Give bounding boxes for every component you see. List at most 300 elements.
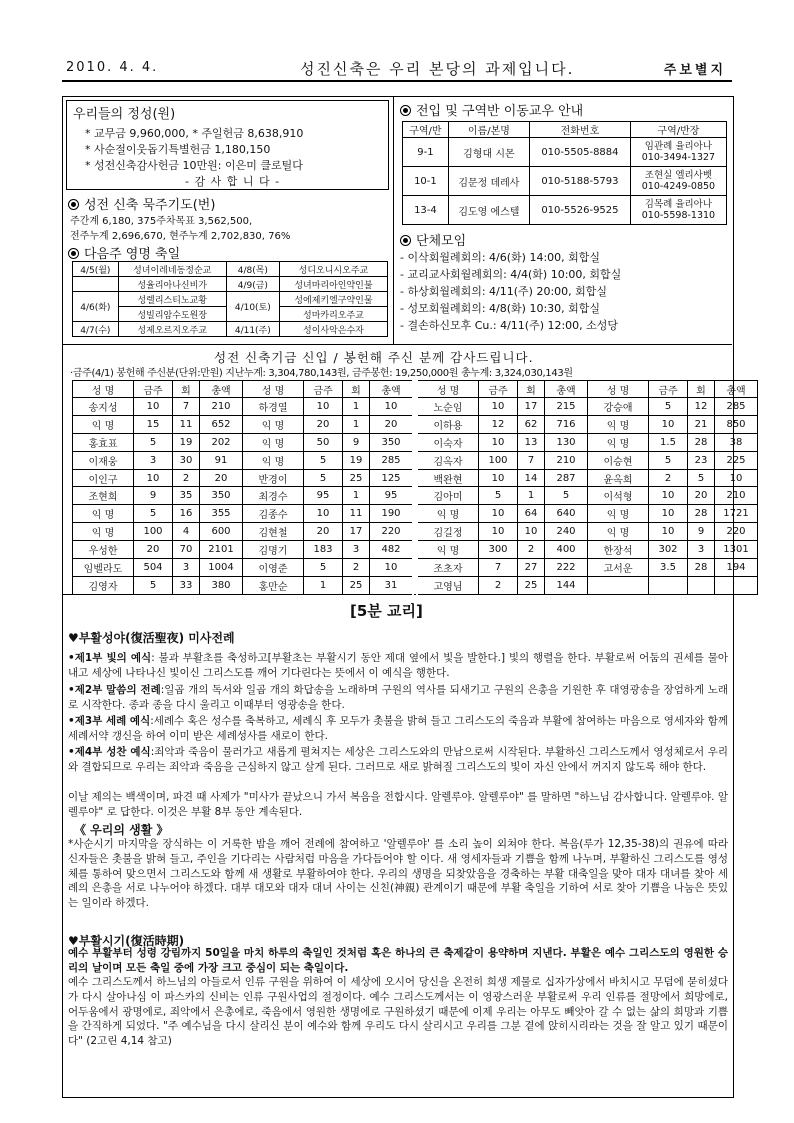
donor-name-cell: 익 명 [243, 451, 304, 469]
count-cell: 3 [688, 541, 715, 559]
count-cell: 7 [173, 398, 200, 416]
leader-name: 김목례 율리아나 [644, 199, 713, 210]
donor-name-cell: 이석형 [588, 487, 649, 505]
count-cell: 17 [343, 523, 370, 541]
total-amount-cell: 220 [370, 523, 416, 541]
donor-name-cell: 최경수 [243, 487, 304, 505]
count-cell [688, 576, 715, 594]
count-cell: 10 [518, 523, 545, 541]
lesson-heading: ♥부활시기(復活時期) [68, 934, 185, 948]
donor-name-cell: 김옥자 [415, 451, 479, 469]
weekly-amount-cell: 1 [304, 576, 343, 594]
weekly-amount-cell: 1.5 [649, 433, 688, 451]
weekly-amount-cell: 10 [649, 487, 688, 505]
feasts-title: 다음주 영명 축일 [84, 247, 181, 262]
total-amount-cell: 287 [545, 469, 588, 487]
lesson-paragraph [68, 714, 728, 744]
total-amount-cell: 1004 [200, 559, 243, 577]
col-header: 총액 [545, 381, 588, 398]
leader-cell [630, 196, 726, 225]
offering-box [66, 100, 389, 190]
bullet-icon [400, 105, 411, 116]
count-cell: 21 [688, 415, 715, 433]
total-amount-cell: 91 [200, 451, 243, 469]
new-members-title: 전입 및 구역반 이동교우 안내 [416, 104, 584, 119]
feast-name: 성율리아나신비가 [118, 277, 226, 292]
col-header: 금주 [649, 381, 688, 398]
count-cell: 2 [518, 541, 545, 559]
donation-row [73, 505, 758, 523]
weekly-amount-cell: 12 [479, 415, 518, 433]
weekly-amount-cell: 5 [649, 451, 688, 469]
donation-row [73, 469, 758, 487]
meeting-item: - 이삭회월례회의: 4/6(화) 14:00, 회합실 [400, 251, 601, 264]
count-cell: 3 [173, 559, 200, 577]
lesson-paragraph: *사순시기 마지막을 장식하는 이 거룩한 밤을 깨어 전례에 참여하고 '알렐루야' 를 소리 높이 외쳐야 한다. 복음(루가 12,35-38)의 권유에 따라 신자들은 촛불을 밝혀 들고, 주인을 기다리는 사람처럼 마음을 가다듬어야 할 이다. 새 영세자들과 기쁨을 함께 나누며, 부활하신 그리스도를 영성체를 통하여 맞으면서 그리스도와 함께 새 생활로 부활하여야 한다. 우리의 생명을 되찾았음을 경축하는 부활 대축일을 맞아 대자 대녀를 찾아 세례의 은총을 서로 나누어야 하겠다. 대부 대모와 대자 대녀 사이는 신친(神親) 관계이기 때문에 부활 축일을 기하여 서로 찾아 기쁨을 나눔은 뜻있는 일이라 하겠다. [68, 838, 728, 910]
weekly-amount-cell: 2 [479, 576, 518, 594]
feast-name: 성빌리암수도원장 [118, 307, 226, 322]
count-cell: 20 [688, 487, 715, 505]
count-cell: 19 [343, 451, 370, 469]
zone-cell: 13-4 [403, 196, 449, 225]
meeting-item: - 하상회월례회의: 4/11(주) 20:00, 회합실 [400, 285, 608, 298]
total-amount-cell: 285 [715, 398, 758, 416]
name-cell: 김문정 데레사 [448, 167, 529, 196]
col-header: 금주 [304, 381, 343, 398]
total-amount-cell: 5 [545, 487, 588, 505]
donor-name-cell: 김종수 [243, 505, 304, 523]
col-header: 이름/본명 [448, 122, 529, 138]
count-cell: 1 [343, 487, 370, 505]
count-cell: 11 [173, 415, 200, 433]
lesson-label: •제4부 성찬 예식 [68, 746, 151, 758]
leader-phone: 010-5598-1310 [641, 210, 716, 221]
lesson-paragraph: 이날 제의는 백색이며, 파견 때 사제가 "미사가 끝났으니 가서 복음을 전합시다. 알렐루야. 알렐루야" 를 말하면 "하느님 감사합니다. 알렐루야. 알렐루야" 로 답한다. 이것은 부활 8부 동안 계속된다. [68, 791, 728, 818]
donor-name-cell: 한장석 [588, 541, 649, 559]
rosary-line: 전주누계 2,696,670, 현주누계 2,702,830, 76% [70, 231, 291, 242]
col-header: 금주 [134, 381, 173, 398]
feast-date: 4/8(목) [226, 262, 279, 277]
donor-name-cell: 익 명 [73, 523, 134, 541]
total-amount-cell: 190 [370, 505, 416, 523]
donor-name-cell: 홍만순 [243, 576, 304, 594]
count-cell: 5 [688, 469, 715, 487]
donor-name-cell: 하경열 [243, 398, 304, 416]
count-cell: 7 [518, 451, 545, 469]
total-amount-cell: 202 [200, 433, 243, 451]
feast-name: 성에제키엘구약인물 [279, 292, 387, 307]
feasts-table [72, 261, 388, 337]
total-amount-cell: 215 [545, 398, 588, 416]
donor-name-cell [588, 576, 649, 594]
total-amount-cell: 350 [370, 433, 416, 451]
weekly-amount-cell: 10 [649, 523, 688, 541]
donor-name-cell: 홍효표 [73, 433, 134, 451]
weekly-amount-cell: 20 [134, 541, 173, 559]
count-cell: 17 [518, 398, 545, 416]
donation-row [73, 415, 758, 433]
bullet-icon [68, 199, 79, 210]
total-amount-cell: 640 [545, 505, 588, 523]
count-cell: 30 [173, 451, 200, 469]
count-cell: 2 [173, 469, 200, 487]
col-header: 총액 [200, 381, 243, 398]
lesson-subheading: 《 우리의 생활 》 [74, 823, 169, 837]
total-amount-cell: 10 [370, 398, 416, 416]
total-amount-cell: 125 [370, 469, 416, 487]
donor-name-cell: 조현희 [73, 487, 134, 505]
donation-row [73, 576, 758, 594]
col-header: 성 명 [73, 381, 134, 398]
donor-name-cell: 강승애 [588, 398, 649, 416]
weekly-amount-cell: 5 [134, 576, 173, 594]
section-divider-top [62, 344, 732, 345]
col-header: 회 [518, 381, 545, 398]
total-amount-cell: 652 [200, 415, 243, 433]
weekly-amount-cell: 5 [649, 398, 688, 416]
lesson-paragraph [68, 683, 728, 713]
weekly-amount-cell: 5 [304, 451, 343, 469]
column-divider [393, 96, 394, 344]
weekly-amount-cell: 20 [304, 523, 343, 541]
offering-thanks: - 감 사 합 니 다 - [185, 175, 281, 188]
weekly-amount-cell: 10 [479, 433, 518, 451]
feast-name: 성녀마리아인약인불 [279, 277, 387, 292]
lesson-label: •제1부 빛의 예식 [68, 652, 152, 664]
phone-cell: 010-5526-9525 [529, 196, 630, 225]
weekly-amount-cell: 50 [304, 433, 343, 451]
weekly-amount-cell: 95 [304, 487, 343, 505]
count-cell: 64 [518, 505, 545, 523]
offering-title: 우리들의 정성(원) [73, 107, 176, 122]
donor-name-cell: 고영님 [415, 576, 479, 594]
lesson-heading: ♥부활성야(復活聖夜) 미사전례 [68, 631, 235, 645]
count-cell: 19 [173, 433, 200, 451]
donation-table-wrap [72, 380, 758, 595]
count-cell: 4 [173, 523, 200, 541]
meetings-title-row [400, 230, 466, 249]
weekly-amount-cell: 5 [134, 505, 173, 523]
lesson-text: :일곱 개의 독서와 일곱 개의 화답송을 노래하며 구원의 역사를 되새기고 구원의 은총을 기원한 후 대영광송을 장엄하게 노래로 시작한다. 종과 종을 다시 울리고 이때부터 영광송을 한다. [68, 684, 728, 711]
lesson-text: : 불과 부활초를 축성하고[부활초는 부활시기 동안 제대 옆에서 빛을 발한다.] 빛의 행렬을 한다. 부활로써 어둠의 권세를 물아내고 세상에 나타나신 빛이신 그리스도를 깨어 기다린다는 뜻에서 이 예식을 행한다. [68, 652, 728, 679]
total-amount-cell: 10 [370, 559, 416, 577]
weekly-amount-cell: 10 [304, 398, 343, 416]
feast-name: 성렐리스티노교황 [118, 292, 226, 307]
donor-name-cell: 익 명 [415, 541, 479, 559]
feast-date [73, 277, 119, 292]
count-cell: 28 [688, 433, 715, 451]
donation-row [73, 541, 758, 559]
col-header: 구역/반 [403, 122, 449, 138]
donor-name-cell: 익 명 [588, 505, 649, 523]
count-cell: 62 [518, 415, 545, 433]
total-amount-cell: 850 [715, 415, 758, 433]
total-amount-cell: 1721 [715, 505, 758, 523]
total-amount-cell: 20 [200, 469, 243, 487]
donation-row [73, 398, 758, 416]
total-amount-cell: 355 [200, 505, 243, 523]
weekly-amount-cell: 10 [479, 523, 518, 541]
page-header [62, 58, 732, 82]
leader-name: 임관례 율리아나 [644, 141, 713, 152]
total-amount-cell: 600 [200, 523, 243, 541]
bulletin-supplement-label: 주보별지 [663, 63, 726, 78]
bulletin-date: 2010. 4. 4. [66, 60, 159, 75]
weekly-amount-cell: 183 [304, 541, 343, 559]
weekly-amount-cell: 10 [479, 505, 518, 523]
donor-name-cell: 이영준 [243, 559, 304, 577]
weekly-amount-cell: 10 [134, 398, 173, 416]
col-header: 총액 [370, 381, 416, 398]
feast-date: 4/10(토) [226, 292, 279, 322]
donor-name-cell: 익 명 [588, 433, 649, 451]
meetings-title: 단체모임 [416, 234, 467, 249]
donation-row [73, 523, 758, 541]
count-cell: 16 [173, 505, 200, 523]
col-header: 성 명 [415, 381, 479, 398]
col-header: 전화번호 [529, 122, 630, 138]
donor-name-cell: 익 명 [243, 415, 304, 433]
offering-line: * 성전신축감사헌금 10만원: 이은미 클로틸다 [85, 159, 303, 172]
count-cell: 12 [688, 398, 715, 416]
lesson-text: :세례수 혹은 성수를 축복하고, 세례식 후 모두가 촛불을 밝혀 들고 그리스도의 죽음과 부활에 참여하는 마음으로 영세자와 함께 세례서약 갱신을 하여 이미 받은 세례성사를 새로이 한다. [68, 715, 728, 742]
rosary-title-row [68, 194, 215, 213]
feast-name: 성녀이레네동정순교 [118, 262, 226, 277]
weekly-amount-cell: 3 [134, 451, 173, 469]
count-cell: 23 [688, 451, 715, 469]
feasts-title-row [68, 243, 180, 262]
lesson-title: [5분 교리] [350, 602, 423, 620]
count-cell: 70 [173, 541, 200, 559]
count-cell: 25 [343, 576, 370, 594]
donation-header-row [73, 381, 758, 398]
offering-line: * 사순절이웃돕기특별헌금 1,180,150 [85, 143, 271, 156]
total-amount-cell: 482 [370, 541, 416, 559]
col-header: 회 [173, 381, 200, 398]
donor-name-cell: 백완현 [415, 469, 479, 487]
zone-cell: 10-1 [403, 167, 449, 196]
donor-name-cell: 임벨라도 [73, 559, 134, 577]
total-amount-cell: 225 [715, 451, 758, 469]
weekly-amount-cell [649, 576, 688, 594]
total-amount-cell: 31 [370, 576, 416, 594]
feast-date: 4/11(주) [226, 322, 279, 337]
donation-title: 성전 신축기금 신입 / 봉헌해 주신 분께 감사드립니다. [214, 350, 534, 365]
count-cell: 9 [688, 523, 715, 541]
donation-row [73, 433, 758, 451]
count-cell: 11 [343, 505, 370, 523]
lesson-text: :죄악과 죽음이 물러가고 새롭게 펼쳐지는 세상은 그리스도와의 만남으로써 시작된다. 부활하신 그리스도께서 영성체로서 우리와 결합되므로 우리는 죄악과 죽음을 근심하지 않고 살게 된다. 그러므로 새로 밝혀질 그리스도의 빛이 자신 안에서 꺼지지 않도록 해야 한다. [68, 746, 728, 773]
donor-name-cell: 이숙자 [415, 433, 479, 451]
total-amount-cell: 210 [545, 451, 588, 469]
col-header: 회 [343, 381, 370, 398]
count-cell: 1 [343, 415, 370, 433]
total-amount-cell: 38 [715, 433, 758, 451]
new-members-title-row [400, 100, 583, 119]
total-amount-cell: 400 [545, 541, 588, 559]
weekly-amount-cell: 9 [134, 487, 173, 505]
donor-name-cell: 이재웅 [73, 451, 134, 469]
total-amount-cell: 240 [545, 523, 588, 541]
col-header: 성 명 [588, 381, 649, 398]
count-cell: 27 [518, 559, 545, 577]
weekly-amount-cell: 3.5 [649, 559, 688, 577]
rosary-line: 주간계 6,180, 375주차목표 3,562,500, [70, 216, 253, 227]
count-cell: 28 [688, 505, 715, 523]
donor-name-cell: 송지성 [73, 398, 134, 416]
col-header: 총액 [715, 381, 758, 398]
leader-name: 조현실 엘리사벳 [644, 170, 713, 181]
rosary-title: 성전 신축 묵주기도(번) [84, 198, 216, 213]
weekly-amount-cell: 20 [304, 415, 343, 433]
donor-name-cell: 익 명 [588, 415, 649, 433]
total-amount-cell: 285 [370, 451, 416, 469]
feast-name: 성디오니시오주교 [279, 262, 387, 277]
lesson-label: •제3부 세례 예식 [68, 715, 151, 727]
donor-name-cell: 우성한 [73, 541, 134, 559]
donor-name-cell: 김명기 [243, 541, 304, 559]
weekly-amount-cell: 15 [134, 415, 173, 433]
count-cell: 25 [518, 576, 545, 594]
feast-name: 성이사악은수자 [279, 322, 387, 337]
col-header: 금주 [479, 381, 518, 398]
donor-name-cell: 익 명 [73, 415, 134, 433]
count-cell: 33 [173, 576, 200, 594]
count-cell: 25 [343, 469, 370, 487]
weekly-amount-cell: 5 [134, 433, 173, 451]
offering-line: * 교무금 9,960,000, * 주일헌금 8,638,910 [85, 127, 304, 140]
meeting-item: - 결손하신모후 Cu.: 4/11(주) 12:00, 소성당 [400, 319, 619, 332]
weekly-amount-cell: 5 [479, 487, 518, 505]
donor-name-cell: 이인구 [73, 469, 134, 487]
count-cell: 28 [688, 559, 715, 577]
total-amount-cell: 130 [545, 433, 588, 451]
total-amount-cell: 10 [715, 469, 758, 487]
name-cell: 김도영 에스텔 [448, 196, 529, 225]
total-amount-cell: 1301 [715, 541, 758, 559]
count-cell: 13 [518, 433, 545, 451]
total-amount-cell: 144 [545, 576, 588, 594]
donor-name-cell: 고서운 [588, 559, 649, 577]
donor-name-cell: 윤옥희 [588, 469, 649, 487]
donor-name-cell: 이승현 [588, 451, 649, 469]
feast-date: 4/9(금) [226, 277, 279, 292]
total-amount-cell: 210 [200, 398, 243, 416]
donor-name-cell: 이하용 [415, 415, 479, 433]
weekly-amount-cell: 10 [479, 398, 518, 416]
feast-date: 4/6(화) [73, 292, 119, 322]
donor-name-cell: 김현철 [243, 523, 304, 541]
total-amount-cell: 95 [370, 487, 416, 505]
count-cell: 14 [518, 469, 545, 487]
count-cell: 1 [518, 487, 545, 505]
meeting-item: - 교리교사회월례회의: 4/4(화) 10:00, 회합실 [400, 268, 622, 281]
weekly-amount-cell: 100 [479, 451, 518, 469]
col-header: 회 [688, 381, 715, 398]
donor-name-cell: 조초자 [415, 559, 479, 577]
weekly-amount-cell: 5 [304, 469, 343, 487]
total-amount-cell: 222 [545, 559, 588, 577]
feast-date: 4/5(월) [73, 262, 119, 277]
total-amount-cell: 2101 [200, 541, 243, 559]
donation-subtitle: ·금주(4/1) 봉헌해 주신분(단위:만원) 지난누계: 3,304,780,143원, 금주봉헌: 19,250,000원 총누계: 3,324,030,143원 [70, 368, 573, 379]
weekly-amount-cell: 504 [134, 559, 173, 577]
total-amount-cell: 210 [715, 487, 758, 505]
phone-cell: 010-5188-5793 [529, 167, 630, 196]
donor-name-cell: 익 명 [73, 505, 134, 523]
count-cell: 9 [343, 433, 370, 451]
leader-cell [630, 138, 726, 167]
donation-row [73, 487, 758, 505]
donor-name-cell: 익 명 [588, 523, 649, 541]
zone-cell: 9-1 [403, 138, 449, 167]
weekly-amount-cell: 302 [649, 541, 688, 559]
leader-phone: 010-4249-0850 [641, 181, 716, 192]
col-header: 성 명 [243, 381, 304, 398]
donation-table [72, 380, 758, 595]
lesson-label: •제2부 말씀의 전례 [68, 684, 161, 696]
leader-cell [630, 167, 726, 196]
donation-row [73, 559, 758, 577]
weekly-amount-cell: 2 [649, 469, 688, 487]
donor-name-cell: 익 명 [415, 505, 479, 523]
count-cell: 35 [173, 487, 200, 505]
feast-date: 4/7(수) [73, 322, 119, 337]
phone-cell: 010-5505-8884 [529, 138, 630, 167]
donor-name-cell: 노순임 [415, 398, 479, 416]
col-header: 구역/반장 [630, 122, 726, 138]
new-members-table [402, 121, 727, 225]
weekly-amount-cell: 100 [134, 523, 173, 541]
donation-row [73, 451, 758, 469]
meeting-item: - 성모회월례회의: 4/8(화) 10:30, 회합실 [400, 302, 601, 315]
weekly-amount-cell: 5 [304, 559, 343, 577]
total-amount-cell: 716 [545, 415, 588, 433]
lesson-paragraph: 예수 부활부터 성령 강림까지 50일을 마치 하루의 축일인 것처럼 혹은 하나의 큰 축제같이 용약하며 지낸다. 부활은 예수 그리스도의 영원한 승리의 날이며 모든 축일 중에 가장 크고 중심이 되는 축일이다. [68, 947, 728, 974]
donor-name-cell: 반경이 [243, 469, 304, 487]
weekly-amount-cell: 7 [479, 559, 518, 577]
weekly-amount-cell: 10 [134, 469, 173, 487]
bullet-icon [68, 248, 79, 259]
feast-name: 성마카리오주교 [279, 307, 387, 322]
leader-phone: 010-3494-1327 [641, 152, 716, 163]
count-cell: 1 [343, 398, 370, 416]
total-amount-cell: 380 [200, 576, 243, 594]
feast-name: 성제오르지오주교 [118, 322, 226, 337]
total-amount-cell: 220 [715, 523, 758, 541]
donor-name-cell: 익 명 [243, 433, 304, 451]
donor-name-cell: 김영자 [73, 576, 134, 594]
donor-name-cell: 김길정 [415, 523, 479, 541]
weekly-amount-cell: 300 [479, 541, 518, 559]
lesson-paragraph: 예수 그리스도께서 하느님의 아들로서 인류 구원을 위하여 이 세상에 오시어 당신을 온전히 희생 제물로 십자가상에서 바치시고 무덤에 묻히셨다가 다시 살아나심 이 파스카의 신비는 인류 구원사업의 절정이다. 예수 그리스도께서는 이 영광스러운 부활로써 우리 인류를 절망에서 희망에로, 어두움에서 광명에로, 죄악에서 은총에로, 죽음에서 영원한 생명에로 구원하셨기 때문에 이제 우리는 아무도 빼앗아 갈 수 없는 삶의 희망과 기쁨을 간직하게 되었다. "주 예수님을 다시 살리신 분이 예수와 함께 우리도 다시 살리시고 우리를 그분 곁에 앉히시리라는 것을 잘 알고 있기 때문이다" (2고린 4,14 참고) [68, 976, 728, 1048]
total-amount-cell: 350 [200, 487, 243, 505]
weekly-amount-cell: 10 [304, 505, 343, 523]
count-cell: 2 [343, 559, 370, 577]
total-amount-cell: 194 [715, 559, 758, 577]
name-cell: 김형대 시몬 [448, 138, 529, 167]
total-amount-cell [715, 576, 758, 594]
lesson-paragraph [68, 745, 728, 775]
count-cell: 3 [343, 541, 370, 559]
weekly-amount-cell: 10 [479, 469, 518, 487]
donor-name-cell: 김아미 [415, 487, 479, 505]
total-amount-cell: 20 [370, 415, 416, 433]
lesson-paragraph [68, 651, 728, 681]
weekly-amount-cell: 10 [649, 415, 688, 433]
bulletin-headline: 성진신축은 우리 본당의 과제입니다. [300, 60, 575, 78]
weekly-amount-cell: 10 [649, 505, 688, 523]
